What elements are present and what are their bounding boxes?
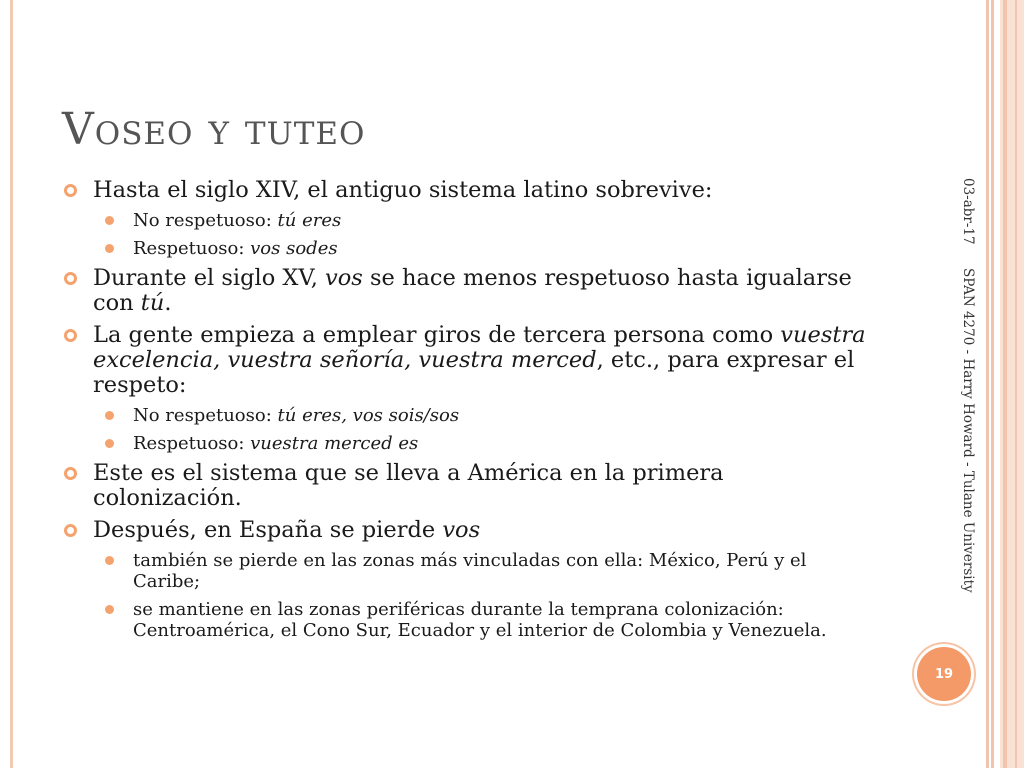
- slide-title: Voseo y tuteo: [62, 104, 366, 155]
- bullet-item: [64, 178, 879, 203]
- bullet-text: , etc., para expresar el respeto:: [93, 347, 855, 398]
- bullet-italic: tú: [140, 290, 165, 316]
- slide-footer: SPAN 4270 - Harry Howard - Tulane University: [960, 268, 976, 593]
- bullet-text: Después, en España se pierde: [93, 517, 443, 543]
- bullet-ring-icon: [64, 272, 77, 285]
- bullet-dot-icon: [105, 605, 114, 614]
- bullet-dot-icon: [105, 556, 114, 565]
- bullet-text: Hasta el siglo XIV, el antiguo sistema latino sobrevive:: [93, 177, 713, 203]
- bullet-text: Este es el sistema que se lleva a América en la primera colonización.: [93, 460, 724, 511]
- sub-bullet-item: [64, 433, 879, 454]
- bullet-italic: vos: [325, 265, 363, 291]
- bullet-text: se hace menos respetuoso hasta igualarse con: [93, 265, 852, 316]
- sub-bullet-italic: tú eres: [277, 210, 342, 231]
- right-border-stripe: [1003, 0, 1007, 768]
- bullet-ring-icon: [64, 467, 77, 480]
- bullet-dot-icon: [105, 411, 114, 420]
- slide-body: [64, 178, 879, 648]
- bullet-dot-icon: [105, 439, 114, 448]
- slide-date: 03-abr-17: [960, 178, 976, 245]
- bullet-ring-icon: [64, 329, 77, 342]
- bullet-item: [64, 266, 879, 316]
- bullet-italic: vuestra excelencia, vuestra señoría, vuestra merced: [93, 322, 866, 373]
- sub-bullet-item: [64, 405, 879, 426]
- bullet-text: La gente empieza a emplear giros de tercera persona como: [93, 322, 781, 348]
- sub-bullet-italic: vos sodes: [250, 238, 338, 259]
- bullet-item: [64, 518, 879, 543]
- sub-bullet-text: No respetuoso:: [133, 210, 278, 231]
- sub-bullet-item: [64, 238, 879, 259]
- sub-bullet-text: Respetuoso:: [133, 238, 251, 259]
- bullet-italic: vos: [442, 517, 481, 543]
- sub-bullet-text: No respetuoso:: [133, 405, 278, 426]
- bullet-text: Durante el siglo XV,: [93, 265, 326, 291]
- sub-bullet-item: [64, 550, 879, 592]
- right-border-stripe: [991, 0, 994, 768]
- bullet-item: [64, 323, 879, 398]
- left-border-line: [10, 0, 13, 768]
- sub-bullet-italic: vuestra merced es: [250, 433, 419, 454]
- sub-bullet-item: [64, 210, 879, 231]
- sub-bullet-italic: tú eres, vos sois/sos: [277, 405, 460, 426]
- sub-bullet-text: se mantiene en las zonas periféricas durante la temprana colonización: Centroamérica, el Cono Sur, Ecuador y el interior de Colombia y Venezuela.: [133, 599, 827, 641]
- bullet-dot-icon: [105, 244, 114, 253]
- bullet-ring-icon: [64, 524, 77, 537]
- sub-bullet-text: también se pierde en las zonas más vinculadas con ella: México, Perú y el Caribe;: [133, 550, 807, 592]
- right-border-stripe: [1015, 0, 1017, 768]
- sub-bullet-text: Respetuoso:: [133, 433, 251, 454]
- bullet-dot-icon: [105, 216, 114, 225]
- right-border-stripe: [986, 0, 989, 768]
- sub-bullet-item: [64, 599, 879, 641]
- page-number-badge: 19: [917, 647, 971, 701]
- bullet-text: .: [164, 290, 172, 316]
- bullet-ring-icon: [64, 184, 77, 197]
- bullet-item: [64, 461, 879, 511]
